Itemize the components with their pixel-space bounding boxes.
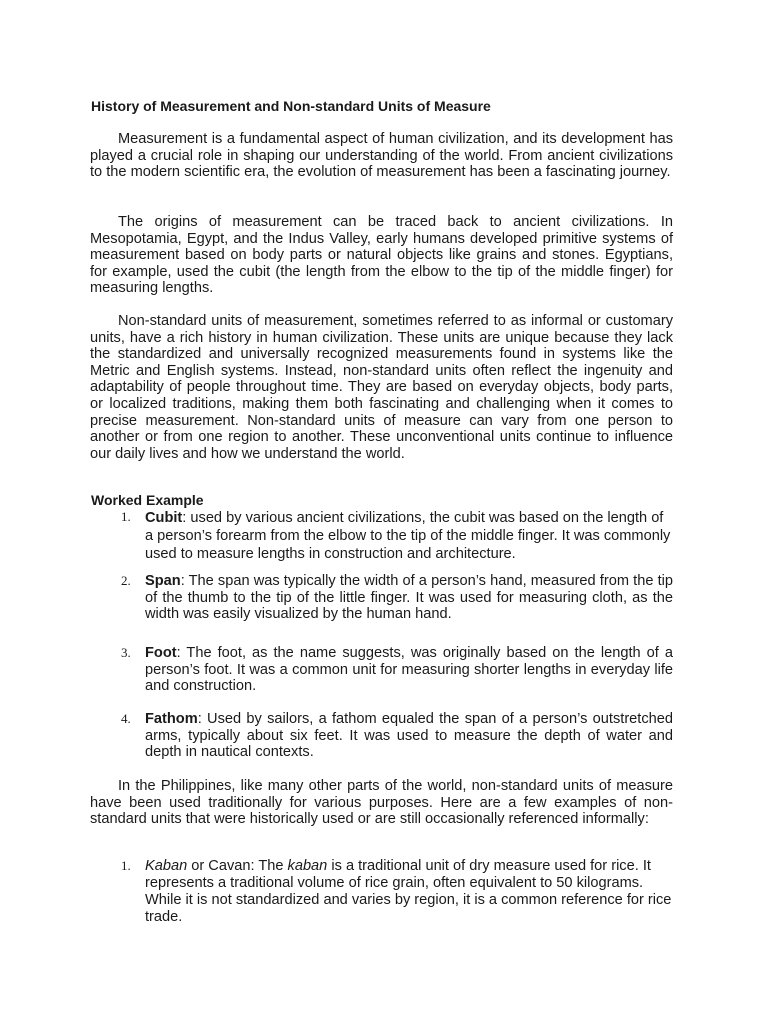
paragraph-origins: The origins of measurement can be traced back to ancient civilizations. In Mesopotamia, Egypt, and the Indus Valley, early humans developed primitive systems of measurement based on body parts or natural objects like grains and stones. Egyptians, for example, used the cubit (the length from the elbow to the tip of the middle finger) for measuring lengths. xyxy=(90,214,673,297)
list-number: 1. xyxy=(121,509,131,524)
term-cubit: Cubit xyxy=(145,510,183,526)
list-item-span xyxy=(121,573,673,623)
list-item-fathom xyxy=(121,711,673,761)
definition-cubit: : used by various ancient civilizations, the cubit was based on the length of a person’s forearm from the elbow to the tip of the middle finger. It was commonly used to measure lengths in construction and architecture. xyxy=(145,510,671,562)
definition-fathom: : Used by sailors, a fathom equaled the span of a person’s outstretched arms, typically about six feet. It was used to measure the depth of water and depth in nautical contexts. xyxy=(145,711,673,761)
worked-example-heading: Worked Example xyxy=(91,492,204,508)
paragraph-philippines: In the Philippines, like many other parts of the world, non-standard units of measure have been used traditionally for various purposes. Here are a few examples of non-standard units that were historically used or are still occasionally referenced informally: xyxy=(90,778,673,828)
list-item-body xyxy=(145,858,673,926)
list-item-body xyxy=(145,509,673,563)
document-title: History of Measurement and Non-standard Units of Measure xyxy=(91,98,491,114)
term-kaban-inline: kaban xyxy=(287,858,328,874)
list-number: 3. xyxy=(121,645,131,660)
list-number: 4. xyxy=(121,711,131,726)
paragraph-non-standard-units: Non-standard units of measurement, sometimes referred to as informal or customary units, have a rich history in human civilization. These units are unique because they lack the standardized and universally recognized measurements found in systems like the Metric and English systems. Instead, non-standard units often reflect the ingenuity and adaptability of people throughout time. They are based on everyday objects, body parts, or localized traditions, making them both fascinating and challenging when it comes to precise measurement. Non-standard units of measure can vary from one person to another or from one region to another. These unconventional units continue to influence our daily lives and how we understand the world. xyxy=(90,313,673,462)
term-kaban: Kaban xyxy=(145,858,188,874)
paragraph-intro: Measurement is a fundamental aspect of human civilization, and its development has played a crucial role in shaping our understanding of the world. From ancient civilizations to the modern scientific era, the evolution of measurement has been a fascinating journey. xyxy=(90,131,673,181)
list-item-body xyxy=(145,573,673,623)
definition-foot: : The foot, as the name suggests, was originally based on the length of a person’s foot. It was a common unit for measuring shorter lengths in everyday life and construction. xyxy=(145,645,673,695)
text-kaban-or-cavan: or Cavan: The xyxy=(187,858,288,874)
list-item-foot xyxy=(121,645,673,695)
list-item-body xyxy=(145,711,673,761)
list-number: 2. xyxy=(121,573,131,588)
list-item-body xyxy=(145,645,673,695)
term-fathom: Fathom xyxy=(145,711,198,727)
list-item-cubit xyxy=(121,509,673,563)
definition-kaban: is a traditional unit of dry measure used for rice. It represents a traditional volume of rice grain, often equivalent to 50 kilograms. While it is not standardized and varies by region, it is a common reference for rice trade. xyxy=(145,858,672,925)
term-span: Span xyxy=(145,573,181,589)
list-item-kaban xyxy=(121,858,673,926)
list-number: 1. xyxy=(121,858,131,873)
definition-span: : The span was typically the width of a person’s hand, measured from the tip of the thumb to the tip of the little finger. It was used for measuring cloth, as the width was easily visualized by the human hand. xyxy=(145,573,673,623)
term-foot: Foot xyxy=(145,645,177,661)
